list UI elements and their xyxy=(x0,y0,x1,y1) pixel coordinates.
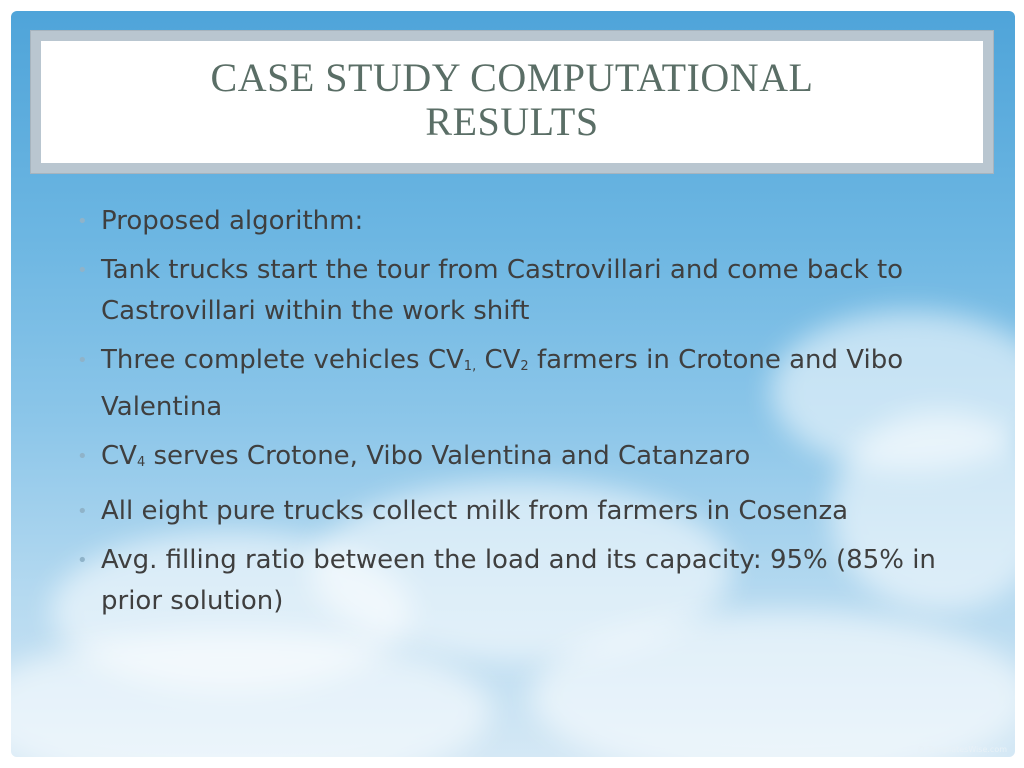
bullet-text xyxy=(101,441,750,471)
bullet-item xyxy=(73,201,953,242)
bullet-text: Tank trucks start the tour from Castrovillari and come back to Castrovillari within the work shift xyxy=(101,255,904,326)
title-frame xyxy=(30,30,994,174)
bullet-icon: • xyxy=(77,550,88,571)
slide-title: CASE STUDY COMPUTATIONAL RESULTS xyxy=(210,55,814,144)
slide xyxy=(11,11,1015,757)
bullet-icon: • xyxy=(77,501,88,522)
bullet-item xyxy=(73,340,953,428)
bullet-item xyxy=(73,540,953,622)
bullet-text: All eight pure trucks collect milk from farmers in Cosenza xyxy=(101,496,849,526)
bullet-text-part: CV xyxy=(101,441,137,471)
subscript: 4 xyxy=(136,455,146,470)
bullet-text-part: farmers in Crotone and Vibo Valentina xyxy=(101,345,904,422)
copyright-footer: © TemplatesWise.com xyxy=(917,745,1007,754)
title-panel xyxy=(41,41,983,163)
bullet-text: Proposed algorithm: xyxy=(101,206,364,236)
bullet-list xyxy=(73,201,953,630)
bullet-item xyxy=(73,436,953,483)
bullet-text-part: CV xyxy=(476,345,521,375)
bullet-item xyxy=(73,491,953,532)
subscript: 2 xyxy=(520,359,529,374)
bullet-text xyxy=(101,345,903,422)
bullet-icon: • xyxy=(77,446,88,467)
bullet-text-part: serves Crotone, Vibo Valentina and Catanzaro xyxy=(145,441,751,471)
bullet-text-part: Three complete vehicles CV xyxy=(101,345,464,375)
bullet-item xyxy=(73,250,953,332)
bullet-icon: • xyxy=(77,350,88,371)
subscript: 1, xyxy=(463,359,477,374)
bullet-icon: • xyxy=(77,211,88,232)
bullet-icon: • xyxy=(77,260,88,281)
bullet-text: Avg. filling ratio between the load and its capacity: 95% (85% in prior solution) xyxy=(101,545,936,616)
